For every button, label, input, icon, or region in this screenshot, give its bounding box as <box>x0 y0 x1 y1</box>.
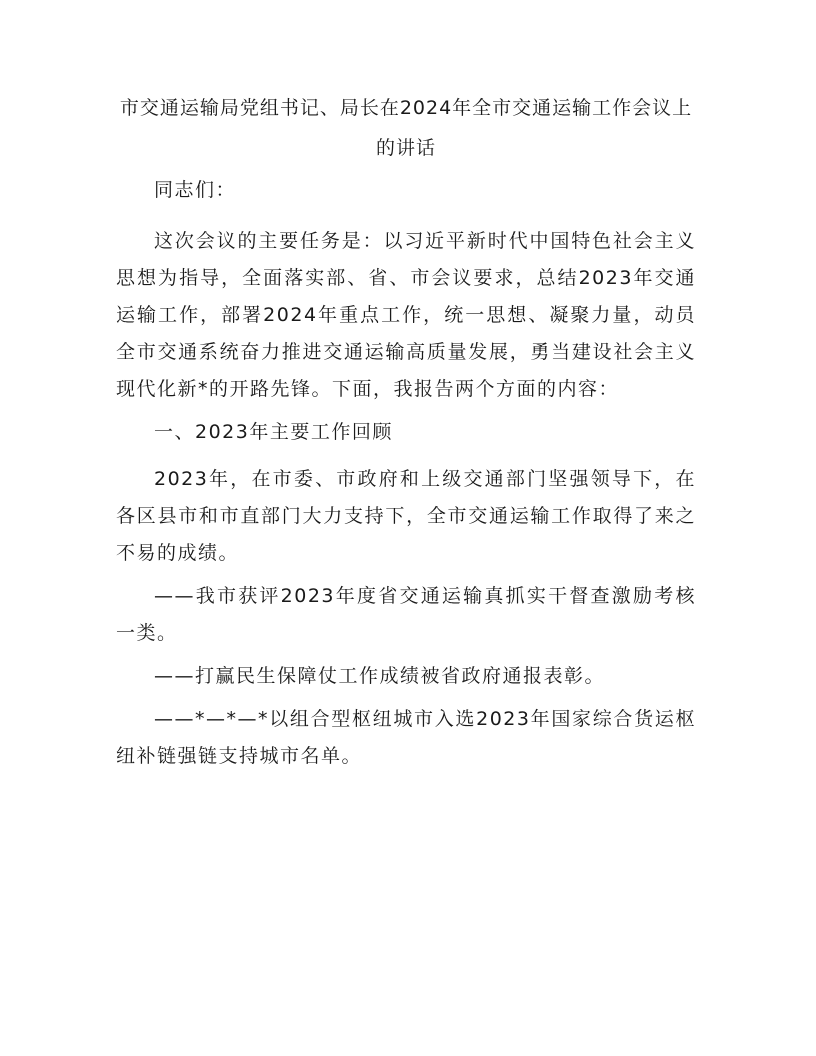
achievement-item: ——*—*—*以组合型枢纽城市入选2023年国家综合货运枢纽补链强链支持城市名单。 <box>116 708 696 767</box>
document-body <box>116 88 696 781</box>
salutation: 同志们： <box>154 179 237 201</box>
section-paragraph: 2023年，在市委、市政府和上级交通部门坚强领导下，在各区县市和市直部门大力支持下，全市交通运输工作取得了来之不易的成绩。 <box>116 468 696 564</box>
achievement-item: ——我市获评2023年度省交通运输真抓实干督查激励考核一类。 <box>116 585 696 644</box>
document-title: 市交通运输局党组书记、局长在2024年全市交通运输工作会议上的讲话 <box>119 97 693 159</box>
section-heading: 一、2023年主要工作回顾 <box>154 421 393 443</box>
intro-paragraph: 这次会议的主要任务是：以习近平新时代中国特色社会主义思想为指导，全面落实部、省、市会议要求，总结2023年交通运输工作，部署2024年重点工作，统一思想、凝聚力量，动员全市交通系统奋力推进交通运输高质量发展，勇当建设社会主义现代化新*的开路先锋。下面，我报告两个方面的内容： <box>116 230 696 400</box>
achievement-item: ——打赢民生保障仗工作成绩被省政府通报表彰。 <box>154 665 606 687</box>
